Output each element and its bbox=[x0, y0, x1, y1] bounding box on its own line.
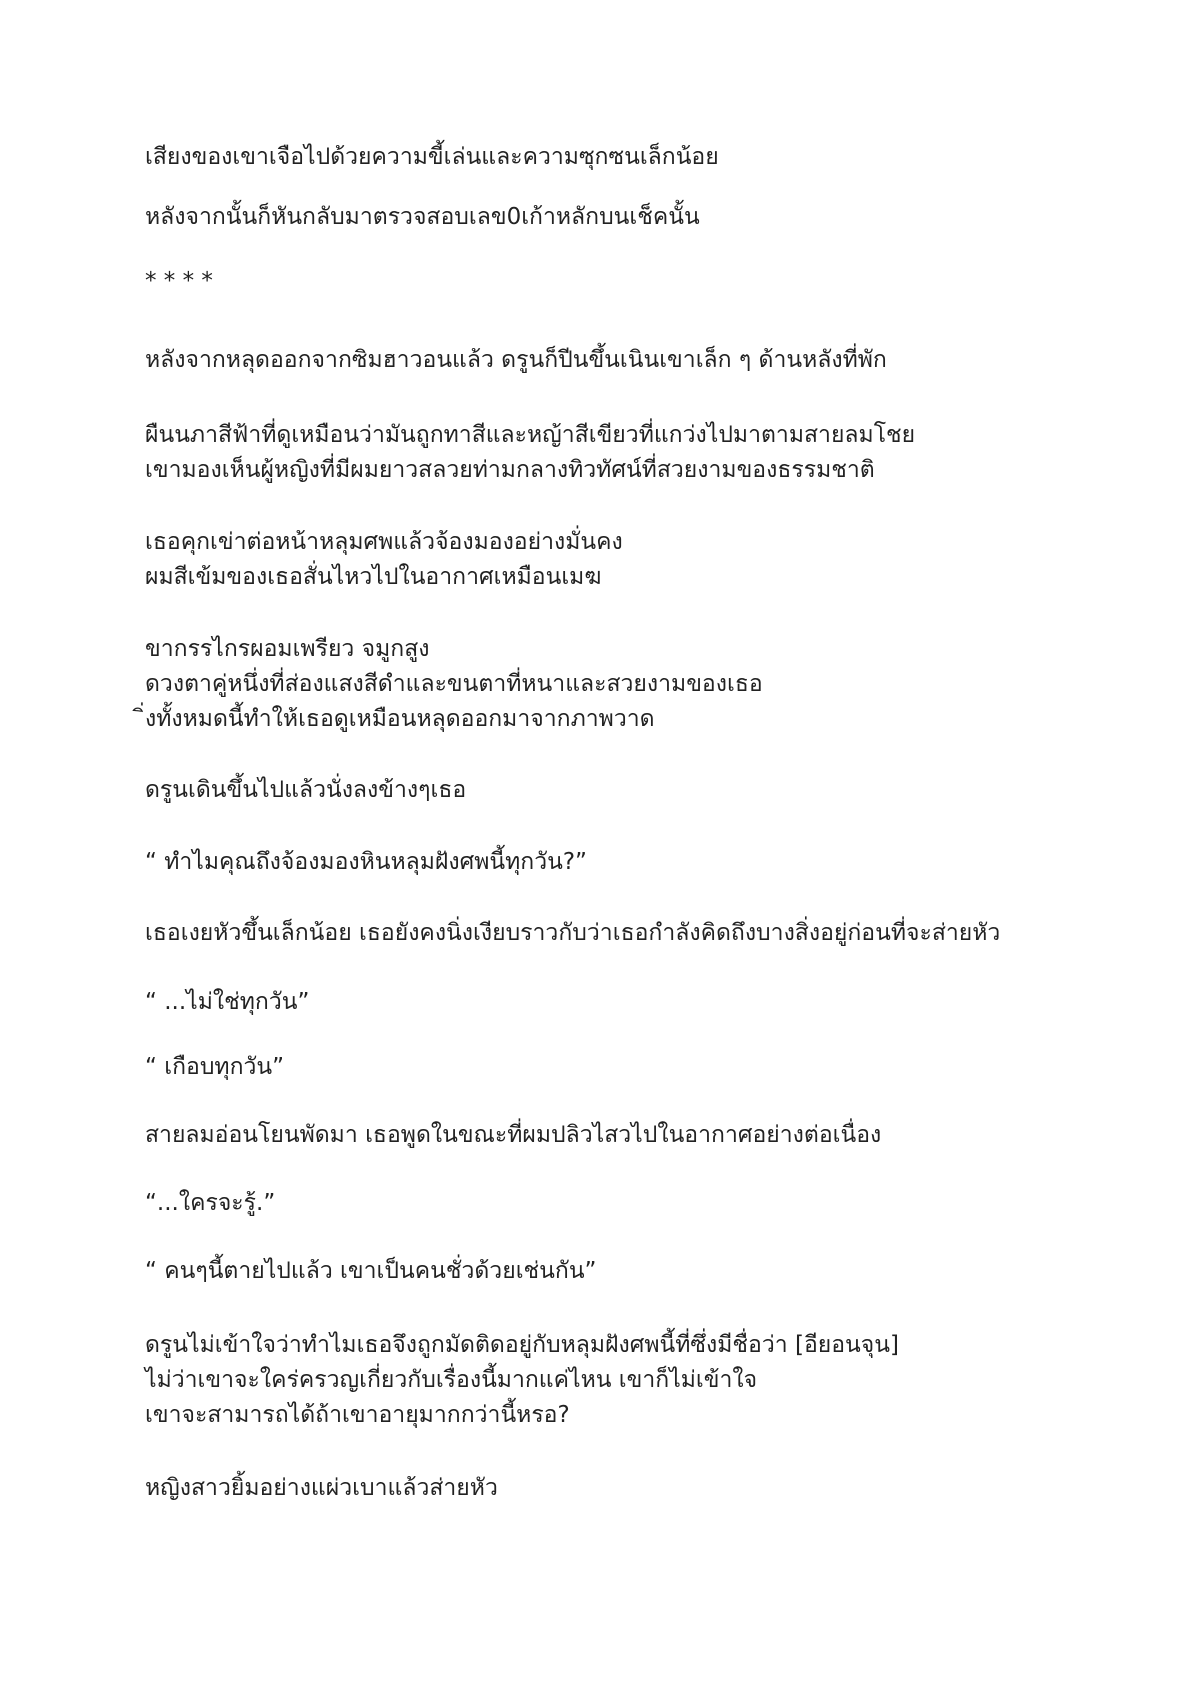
dialogue-line bbox=[145, 845, 1085, 880]
text-line: “ ทำไมคุณถึงจ้องมองหินหลุมฝังศพนี้ทุกวัน?” bbox=[145, 849, 587, 875]
text-line: ขากรรไกรผอมเพรียว จมูกสูง bbox=[145, 636, 430, 662]
text-line: ดวงตาคู่หนึ่งที่ส่องแสงสีดำและขนตาที่หนาและสวยงามของเธอ bbox=[145, 671, 763, 697]
paragraph bbox=[145, 1328, 1085, 1433]
paragraph bbox=[145, 418, 1085, 488]
text-line: ิ่งทั้งหมดนี้ทำให้เธอดูเหมือนหลุดออกมาจากภาพวาด bbox=[145, 706, 655, 732]
scene-break bbox=[145, 264, 1085, 299]
text-line: “ ...ไม่ใช่ทุกวัน” bbox=[145, 989, 310, 1015]
text-line: ผมสีเข้มของเธอสั่นไหวไปในอากาศเหมือนเมฆ bbox=[145, 564, 602, 590]
dialogue-line bbox=[145, 1050, 1085, 1085]
text-line: เขาจะสามารถได้ถ้าเขาอายุมากกว่านี้หรอ? bbox=[145, 1402, 570, 1428]
text-line: เสียงของเขาเจือไปด้วยความขี้เล่นและความซุกซนเล็กน้อย bbox=[145, 144, 719, 170]
paragraph bbox=[145, 525, 1085, 595]
paragraph bbox=[145, 773, 1085, 808]
text-line: ผืนนภาสีฟ้าที่ดูเหมือนว่ามันถูกทาสีและหญ้าสีเขียวที่แกว่งไปมาตามสายลมโชย bbox=[145, 422, 916, 448]
text-line: “ เกือบทุกวัน” bbox=[145, 1054, 285, 1080]
text-line: หญิงสาวยิ้มอย่างแผ่วเบาแล้วส่ายหัว bbox=[145, 1475, 498, 1501]
text-line: * * * * bbox=[145, 268, 213, 294]
text-line: “...ใครจะรู้.” bbox=[145, 1190, 276, 1216]
text-line: ไม่ว่าเขาจะใคร่ครวญเกี่ยวกับเรื่องนี้มากแค่ไหน เขาก็ไม่เข้าใจ bbox=[145, 1367, 758, 1393]
text-line: เธอเงยหัวขึ้นเล็กน้อย เธอยังคงนิ่งเงียบราวกับว่าเธอกำลังคิดถึงบางสิ่งอยู่ก่อนที่จะส่ายหัว bbox=[145, 920, 1001, 946]
dialogue-line bbox=[145, 1254, 1085, 1289]
text-line: “ คนๆนี้ตายไปแล้ว เขาเป็นคนชั่วด้วยเช่นกัน” bbox=[145, 1258, 597, 1284]
paragraph bbox=[145, 140, 1085, 175]
dialogue-line bbox=[145, 985, 1085, 1020]
dialogue-line bbox=[145, 1186, 1085, 1221]
text-line: หลังจากหลุดออกจากซิมฮาวอนแล้ว ดรูนก็ปีนขึ้นเนินเขาเล็ก ๆ ด้านหลังที่พัก bbox=[145, 347, 887, 373]
text-line: ดรูนไม่เข้าใจว่าทำไมเธอจึงถูกมัดติดอยู่กับหลุมฝังศพนี้ที่ซึ่งมีชื่อว่า [อียอนจุน] bbox=[145, 1332, 899, 1358]
paragraph bbox=[145, 200, 1085, 235]
paragraph bbox=[145, 1118, 1085, 1153]
text-line: เธอคุกเข่าต่อหน้าหลุมศพแล้วจ้องมองอย่างมั่นคง bbox=[145, 529, 623, 555]
text-line: ดรูนเดินขึ้นไปแล้วนั่งลงข้างๆเธอ bbox=[145, 777, 467, 803]
text-line: หลังจากนั้นก็หันกลับมาตรวจสอบเลข0เก้าหลักบนเช็คนั้น bbox=[145, 204, 700, 230]
text-line: เขามองเห็นผู้หญิงที่มีผมยาวสลวยท่ามกลางทิวทัศน์ที่สวยงามของธรรมชาติ bbox=[145, 457, 875, 483]
paragraph bbox=[145, 632, 1085, 737]
paragraph bbox=[145, 343, 1085, 378]
text-line: สายลมอ่อนโยนพัดมา เธอพูดในขณะที่ผมปลิวไสวไปในอากาศอย่างต่อเนื่อง bbox=[145, 1122, 882, 1148]
paragraph bbox=[145, 916, 1085, 951]
paragraph bbox=[145, 1471, 1085, 1506]
